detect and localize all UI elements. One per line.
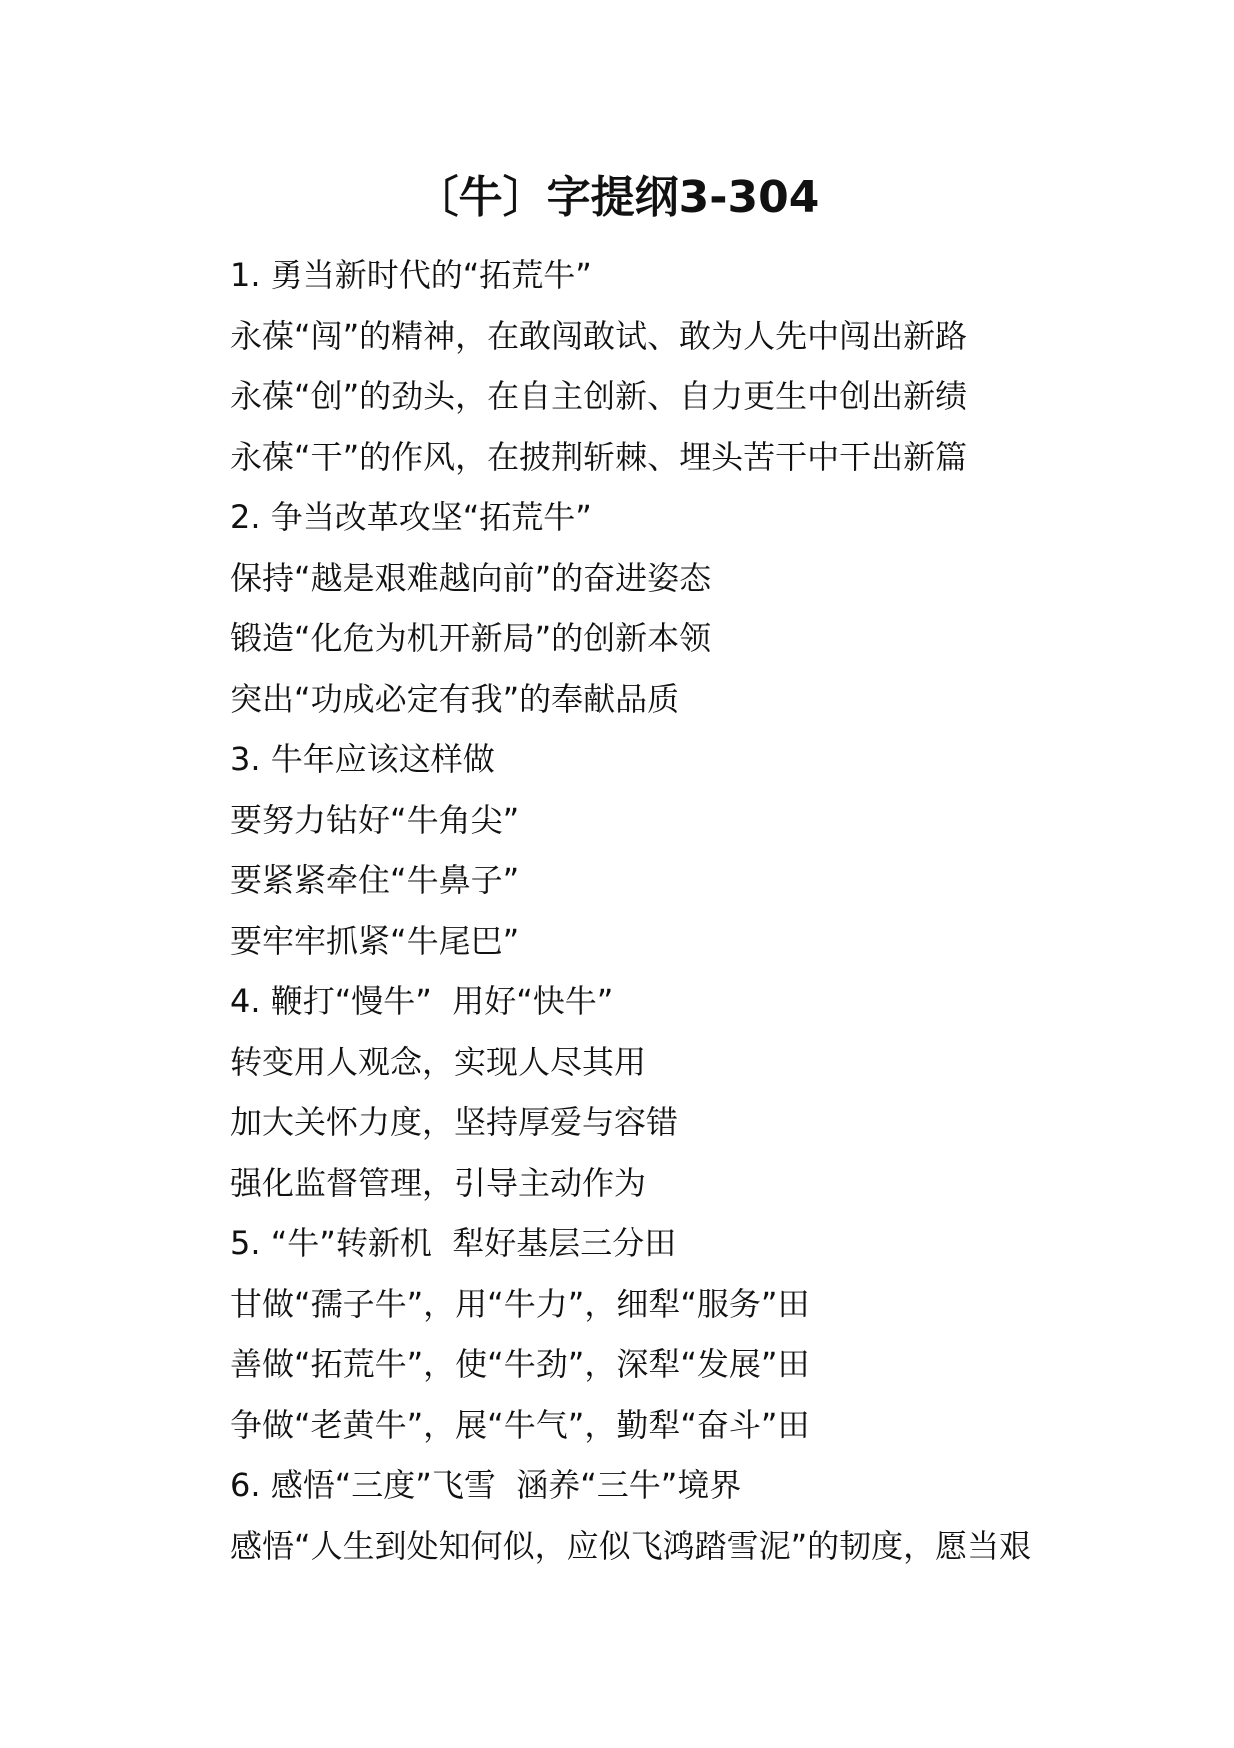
heading-6: 6. 感悟“三度”飞雪 涵养“三牛”境界 — [230, 1466, 742, 1504]
body-line: 保持“越是艰难越向前”的奋进姿态 — [230, 558, 712, 597]
body-line: 锻造“化危为机开新局”的创新本领 — [230, 619, 712, 657]
heading-3: 3. 牛年应该这样做 — [230, 740, 495, 778]
body-line: 要牢牢抓紧“牛尾巴” — [230, 921, 520, 960]
body-line: 永葆“干”的作风，在披荆斩棘、埋头苦干中干出新篇 — [230, 437, 968, 476]
body-line: 感悟“人生到处知何似，应似飞鸿踏雪泥”的韧度，愿当艰 — [230, 1526, 1032, 1565]
heading-1: 1. 勇当新时代的“拓荒牛” — [230, 256, 592, 294]
body-line: 要紧紧牵住“牛鼻子” — [230, 861, 520, 899]
body-line: 要努力钻好“牛角尖” — [230, 800, 520, 839]
body-line: 转变用人观念，实现人尽其用 — [230, 1042, 647, 1081]
body-line: 突出“功成必定有我”的奉献品质 — [230, 679, 680, 718]
body-line: 甘做“孺子牛”，用“牛力”，细犁“服务”田 — [230, 1284, 810, 1323]
body-line: 加大关怀力度，坚持厚爱与容错 — [230, 1103, 679, 1141]
heading-5: 5. “牛”转新机 犁好基层三分田 — [230, 1224, 677, 1262]
body-line: 争做“老黄牛”，展“牛气”，勤犁“奋斗”田 — [230, 1405, 810, 1444]
body-line: 善做“拓荒牛”，使“牛劲”，深犁“发展”田 — [230, 1345, 810, 1383]
heading-2: 2. 争当改革攻坚“拓荒牛” — [230, 498, 592, 536]
body-line: 强化监督管理，引导主动作为 — [230, 1163, 647, 1202]
heading-4: 4. 鞭打“慢牛” 用好“快牛” — [230, 982, 614, 1020]
document-body — [230, 245, 1230, 1576]
document-title: 〔牛〕字提纲3-304 — [414, 172, 820, 223]
body-line: 永葆“创”的劲头，在自主创新、自力更生中创出新绩 — [230, 377, 968, 415]
body-line: 永葆“闯”的精神，在敢闯敢试、敢为人先中闯出新路 — [230, 316, 968, 355]
